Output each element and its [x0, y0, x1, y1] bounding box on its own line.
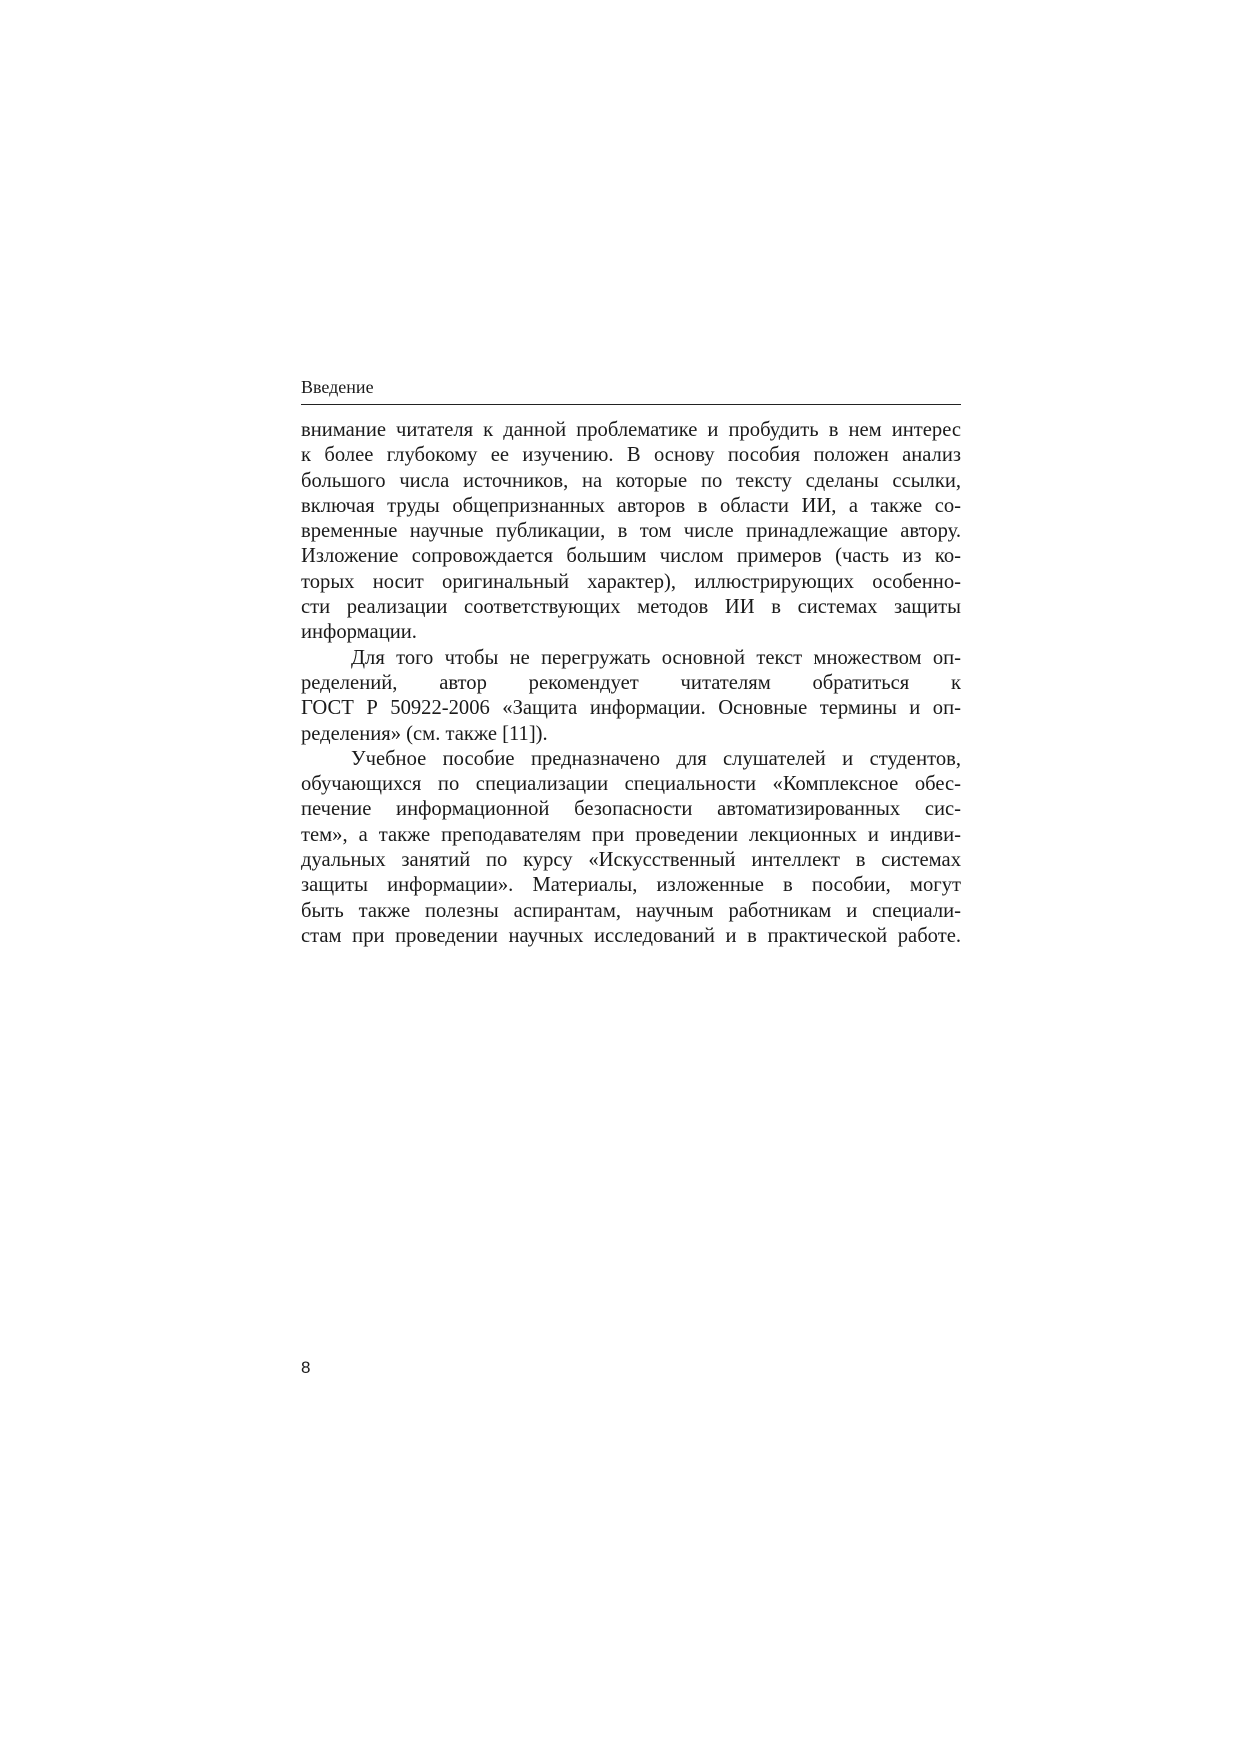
running-head: Введение [301, 376, 961, 405]
text-line: торых носит оригинальный характер), иллюстрирующих особенно- [301, 570, 961, 593]
text-line: включая труды общепризнанных авторов в области ИИ, а также со- [301, 494, 961, 517]
text-line: большого числа источников, на которые по тексту сделаны ссылки, [301, 469, 961, 492]
text-line: быть также полезны аспирантам, научным работникам и специали- [301, 899, 961, 922]
text-line: внимание читателя к данной проблематике и пробудить в нем интерес [301, 419, 961, 441]
page-number: 8 [301, 1358, 311, 1377]
text-line: тем», а также преподавателям при проведении лекционных и индиви- [301, 823, 961, 846]
text-line: защиты информации». Материалы, изложенные в пособии, могут [301, 874, 961, 897]
text-line: временные научные публикации, в том числе принадлежащие автору. [301, 520, 961, 543]
text-line: обучающихся по специализации специальности «Комплексное обес- [301, 773, 961, 796]
text-line: Изложение сопровождается большим числом примеров (часть из ко- [301, 545, 961, 568]
text-line: Для того чтобы не перегружать основной текст множеством оп- [351, 646, 961, 669]
body-text [301, 418, 961, 949]
text-line: сти реализации соответствующих методов ИИ в системах защиты [301, 596, 961, 619]
text-line: ределения» (см. также [11]). [301, 722, 548, 745]
text-line: к более глубокому ее изучению. В основу пособия положен анализ [301, 444, 961, 467]
text-line: Учебное пособие предназначено для слушателей и студентов, [351, 747, 961, 770]
text-line: стам при проведении научных исследований и в практической работе. [301, 924, 961, 947]
text-line: дуальных занятий по курсу «Искусственный интеллект в системах [301, 849, 961, 872]
text-line: ГОСТ Р 50922-2006 «Защита информации. Основные термины и оп- [301, 697, 961, 720]
text-line: печение информационной безопасности автоматизированных сис- [301, 798, 961, 821]
text-line: информации. [301, 621, 417, 644]
text-line: ределений, автор рекомендует читателям обратиться к [301, 671, 961, 694]
